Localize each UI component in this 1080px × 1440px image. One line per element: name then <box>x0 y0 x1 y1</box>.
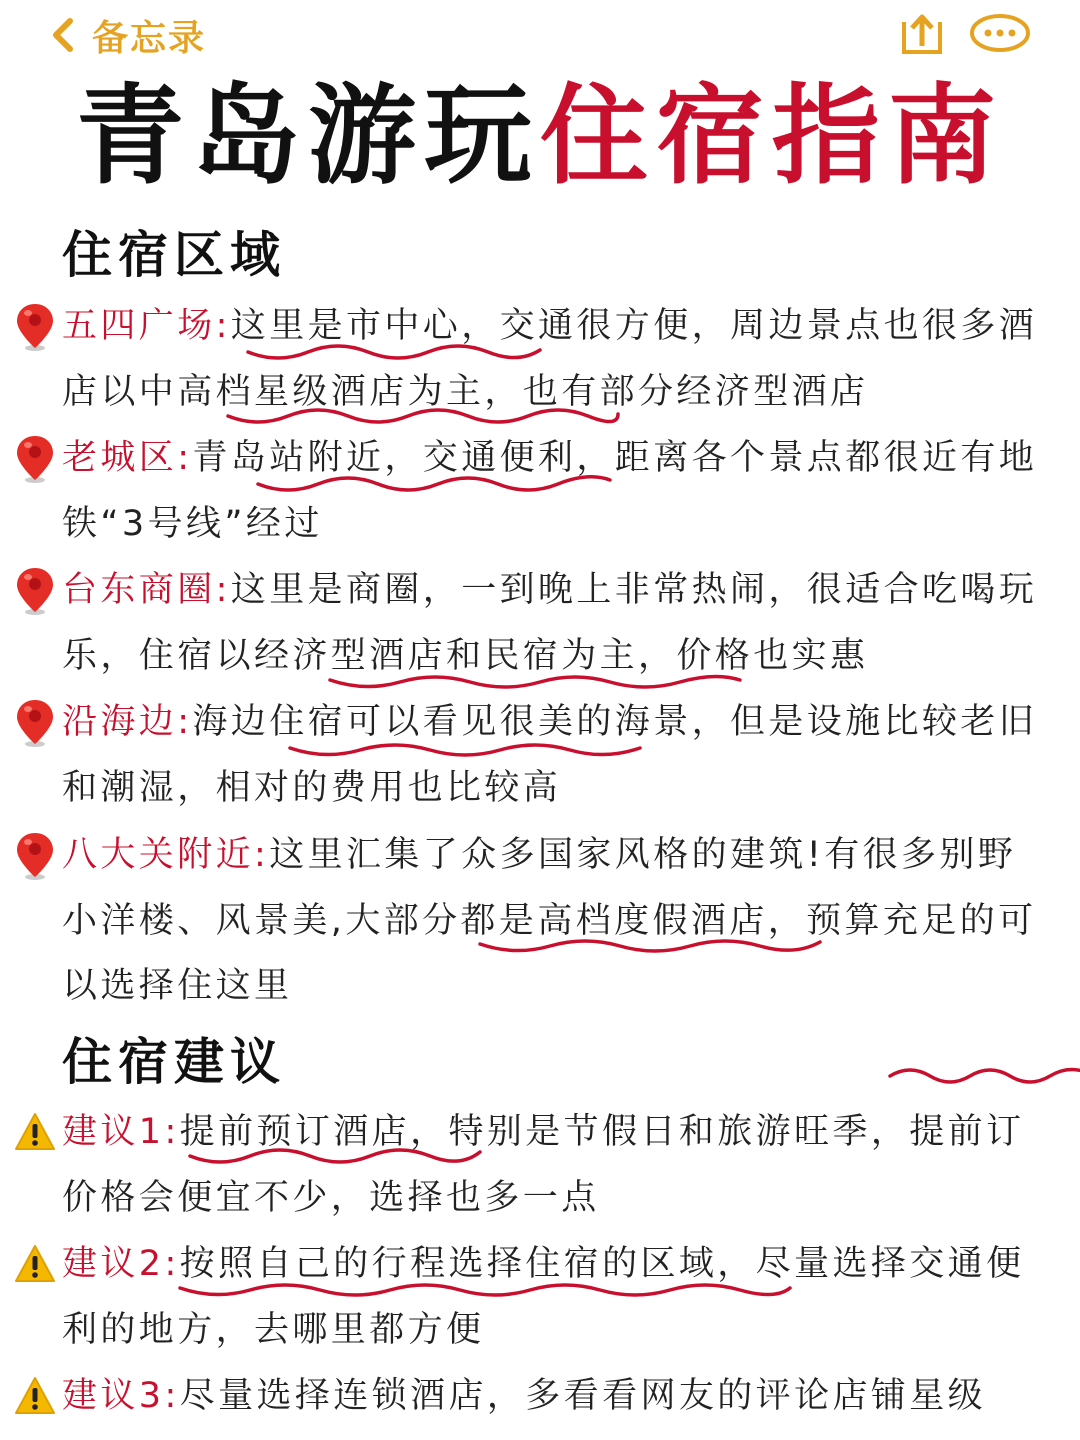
chevron-left-icon <box>48 16 78 54</box>
section-heading-areas: 住宿区域 <box>62 226 286 284</box>
map-pin-icon <box>14 566 56 616</box>
item-label: 老城区: <box>62 438 193 478</box>
page-title-black: 青岛游玩 <box>75 74 540 199</box>
item-label: 台东商圈: <box>62 570 231 610</box>
map-pin-icon <box>14 831 56 881</box>
warning-icon <box>14 1112 56 1152</box>
item-label: 建议2: <box>62 1244 180 1284</box>
section-heading-tips: 住宿建议 <box>62 1033 286 1091</box>
list-item-old-town <box>62 426 1052 557</box>
more-options-icon[interactable] <box>968 12 1032 54</box>
item-label: 建议3: <box>62 1376 180 1416</box>
item-text: 提前预订酒店，特别是节假日和旅游旺季，提前订价格会便宜不少，选择也多一点 <box>62 1112 1025 1218</box>
warning-icon <box>14 1376 56 1416</box>
item-label: 五四广场: <box>62 306 231 346</box>
item-text: 这里是市中心，交通很方便，周边景点也很多酒店以中高档星级酒店为主，也有部分经济型酒店 <box>62 306 1038 412</box>
item-text: 海边住宿可以看见很美的海景，但是设施比较老旧和潮湿，相对的费用也比较高 <box>62 702 1038 808</box>
item-text: 这里汇集了众多国家风格的建筑!有很多别野小洋楼、风景美,大部分都是高档度假酒店，预算充足的可以选择住这里 <box>62 835 1037 1006</box>
item-label: 八大关附近: <box>62 835 270 875</box>
map-pin-icon <box>14 302 56 352</box>
item-label: 沿海边: <box>62 702 193 742</box>
list-item-badaguan <box>62 823 1052 1020</box>
list-item-seaside <box>62 690 1052 821</box>
list-item-taidong <box>62 558 1052 689</box>
warning-icon <box>14 1244 56 1284</box>
item-text: 尽量选择连锁酒店，多看看网友的评论店铺星级 <box>179 1376 987 1416</box>
nav-bar <box>0 0 1080 70</box>
share-icon[interactable] <box>900 12 944 56</box>
map-pin-icon <box>14 434 56 484</box>
list-item-wusi <box>62 294 1052 425</box>
item-text: 青岛站附近，交通便利，距离各个景点都很近有地铁“3号线”经过 <box>62 438 1038 544</box>
item-text: 这里是商圈，一到晚上非常热闹，很适合吃喝玩乐，住宿以经济型酒店和民宿为主，价格也实惠 <box>62 570 1038 676</box>
back-label: 备忘录 <box>92 17 207 59</box>
item-text: 按照自己的行程选择住宿的区域，尽量选择交通便利的地方，去哪里都方便 <box>62 1244 1025 1350</box>
list-item-tip-3 <box>62 1364 1052 1430</box>
underline-stroke <box>890 1069 1080 1082</box>
item-label: 建议1: <box>62 1112 180 1152</box>
back-button[interactable] <box>48 10 206 60</box>
page-title-red: 住宿指南 <box>540 74 1005 199</box>
page-title <box>0 72 1080 202</box>
list-item-tip-2 <box>62 1232 1052 1363</box>
map-pin-icon <box>14 698 56 748</box>
list-item-tip-1 <box>62 1100 1052 1231</box>
